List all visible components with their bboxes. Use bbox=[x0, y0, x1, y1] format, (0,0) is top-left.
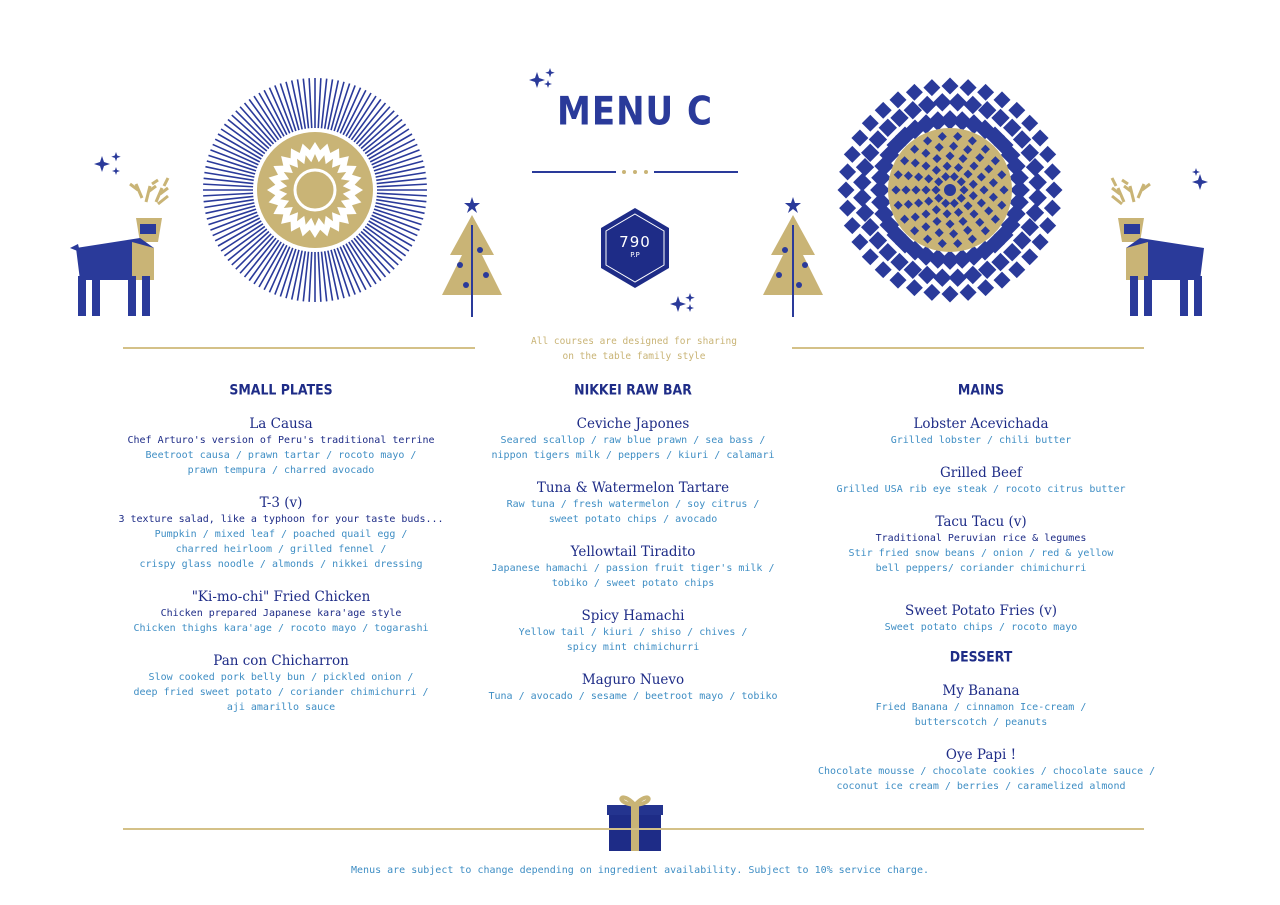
menu-item bbox=[118, 415, 444, 478]
menu-item-name: Tuna & Watermelon Tartare bbox=[536, 480, 730, 496]
menu-item-name: Grilled Beef bbox=[939, 465, 1022, 481]
column-mains bbox=[818, 381, 1156, 794]
menu-item bbox=[818, 746, 1156, 794]
menu-item-name: La Causa bbox=[249, 416, 313, 432]
menu-item bbox=[818, 602, 1144, 635]
menu-item bbox=[470, 415, 796, 463]
menu-item-description: prawn tempura / charred avocado bbox=[187, 465, 375, 476]
menu-item-description: sweet potato chips / avocado bbox=[548, 514, 718, 525]
menu-item bbox=[818, 464, 1144, 497]
menu-item-description: tobiko / sweet potato chips bbox=[551, 578, 715, 589]
column-raw-bar bbox=[470, 382, 796, 704]
christmas-tree-icon bbox=[763, 197, 823, 317]
sparkle-icon bbox=[670, 293, 695, 312]
menu-item-description: Seared scallop / raw blue prawn / sea bass / bbox=[500, 435, 766, 446]
column-small-plates bbox=[118, 382, 444, 715]
deer-icon bbox=[70, 178, 168, 316]
sharing-note bbox=[500, 334, 768, 364]
section-heading: DESSERT bbox=[949, 648, 1013, 665]
menu-item bbox=[470, 607, 796, 655]
menu-item-description: aji amarillo sauce bbox=[226, 702, 336, 713]
menu-item bbox=[470, 671, 796, 704]
menu-item-description: deep fried sweet potato / coriander chimichurri / bbox=[133, 687, 429, 698]
menu-item-description: Raw tuna / fresh watermelon / soy citrus / bbox=[506, 499, 760, 510]
menu-item-name: Maguro Nuevo bbox=[581, 672, 685, 688]
section-heading: SMALL PLATES bbox=[229, 381, 333, 398]
menu-item-description: coconut ice cream / berries / caramelized almond bbox=[836, 781, 1126, 792]
menu-item bbox=[118, 652, 444, 715]
gift-box-icon bbox=[607, 797, 663, 851]
menu-item-name: Pan con Chicharron bbox=[213, 653, 349, 669]
menu-item-description: Japanese hamachi / passion fruit tiger's milk / bbox=[491, 563, 775, 574]
price-badge bbox=[600, 233, 670, 259]
checker-sunburst bbox=[838, 78, 1063, 303]
menu-item-name: Tacu Tacu (v) bbox=[935, 514, 1027, 530]
menu-item-description: Tuna / avocado / sesame / beetroot mayo / tobiko bbox=[488, 691, 778, 702]
menu-item-description: nippon tigers milk / peppers / kiuri / calamari bbox=[491, 450, 775, 461]
menu-item-description: bell peppers/ coriander chimichurri bbox=[875, 563, 1087, 574]
sunburst-medallion bbox=[203, 78, 427, 302]
menu-item-name: My Banana bbox=[942, 683, 1020, 699]
menu-item-name: Spicy Hamachi bbox=[581, 608, 685, 624]
menu-item bbox=[118, 494, 444, 572]
menu-item-description: Grilled USA rib eye steak / rocoto citrus butter bbox=[836, 484, 1126, 495]
price-unit: P.P bbox=[630, 251, 640, 259]
price-value: 790 bbox=[619, 233, 651, 251]
menu-item-description: Stir fried snow beans / onion / red & yellow bbox=[848, 548, 1114, 559]
footer-note: Menus are subject to change depending on ingredient availability. Subject to 10% service charge. bbox=[351, 865, 929, 876]
christmas-tree-icon bbox=[442, 197, 502, 317]
section-heading: MAINS bbox=[957, 381, 1005, 398]
menu-item-description: Sweet potato chips / rocoto mayo bbox=[884, 622, 1078, 633]
menu-item-name: Yellowtail Tiradito bbox=[570, 544, 696, 560]
sharing-line-1: All courses are designed for sharing bbox=[531, 336, 737, 347]
menu-item-description: butterscotch / peanuts bbox=[914, 717, 1048, 728]
menu-item-description: Chocolate mousse / chocolate cookies / chocolate sauce / bbox=[818, 766, 1156, 777]
sparkle-icon bbox=[94, 152, 121, 175]
menu-item-name: T-3 (v) bbox=[259, 495, 303, 511]
menu-item-description: Pumpkin / mixed leaf / poached quail egg / bbox=[154, 529, 408, 540]
menu-item-description: Yellow tail / kiuri / shiso / chives / bbox=[518, 627, 748, 638]
menu-item-description: spicy mint chimichurri bbox=[566, 642, 700, 653]
menu-item bbox=[818, 415, 1144, 448]
menu-item bbox=[818, 682, 1144, 730]
menu-item-description: charred heirloom / grilled fennel / bbox=[175, 544, 387, 555]
divider-right bbox=[792, 347, 1144, 349]
menu-item-description: Grilled lobster / chili butter bbox=[890, 435, 1072, 446]
menu-item bbox=[470, 479, 796, 527]
menu-title: MENU C bbox=[557, 89, 713, 135]
menu-item-description: Beetroot causa / prawn tartar / rocoto mayo / bbox=[145, 450, 417, 461]
title-divider bbox=[532, 170, 738, 174]
menu-item-name: Lobster Acevichada bbox=[913, 416, 1049, 432]
sharing-line-2: on the table family style bbox=[562, 351, 706, 362]
menu-item bbox=[818, 513, 1144, 576]
section-heading: NIKKEI RAW BAR bbox=[574, 381, 692, 398]
divider-left bbox=[123, 347, 475, 349]
deer-icon bbox=[1112, 178, 1204, 316]
menu-item-description: Traditional Peruvian rice & legumes bbox=[875, 533, 1087, 544]
menu-item-description: Chicken prepared Japanese kara'age style bbox=[160, 608, 402, 619]
menu-item-description: Slow cooked pork belly bun / pickled onion / bbox=[148, 672, 414, 683]
menu-item-name: Sweet Potato Fries (v) bbox=[905, 603, 1057, 619]
menu-item-description: Fried Banana / cinnamon Ice-cream / bbox=[875, 702, 1087, 713]
menu-item-description: crispy glass noodle / almonds / nikkei dressing bbox=[139, 559, 423, 570]
sparkle-icon bbox=[1192, 168, 1208, 190]
menu-item-description: Chef Arturo's version of Peru's traditional terrine bbox=[127, 435, 435, 446]
divider-bottom bbox=[123, 828, 1144, 830]
menu-item-description: 3 texture salad, like a typhoon for your taste buds... bbox=[118, 514, 444, 525]
menu-item bbox=[118, 588, 444, 636]
menu-item-description: Chicken thighs kara'age / rocoto mayo / togarashi bbox=[133, 623, 429, 634]
sparkle-icon bbox=[529, 68, 555, 88]
menu-item-name: Ceviche Japones bbox=[576, 416, 690, 432]
menu-item bbox=[470, 543, 796, 591]
menu-item-name: "Ki-mo-chi" Fried Chicken bbox=[191, 589, 371, 605]
menu-item-name: Oye Papi ! bbox=[945, 747, 1017, 763]
